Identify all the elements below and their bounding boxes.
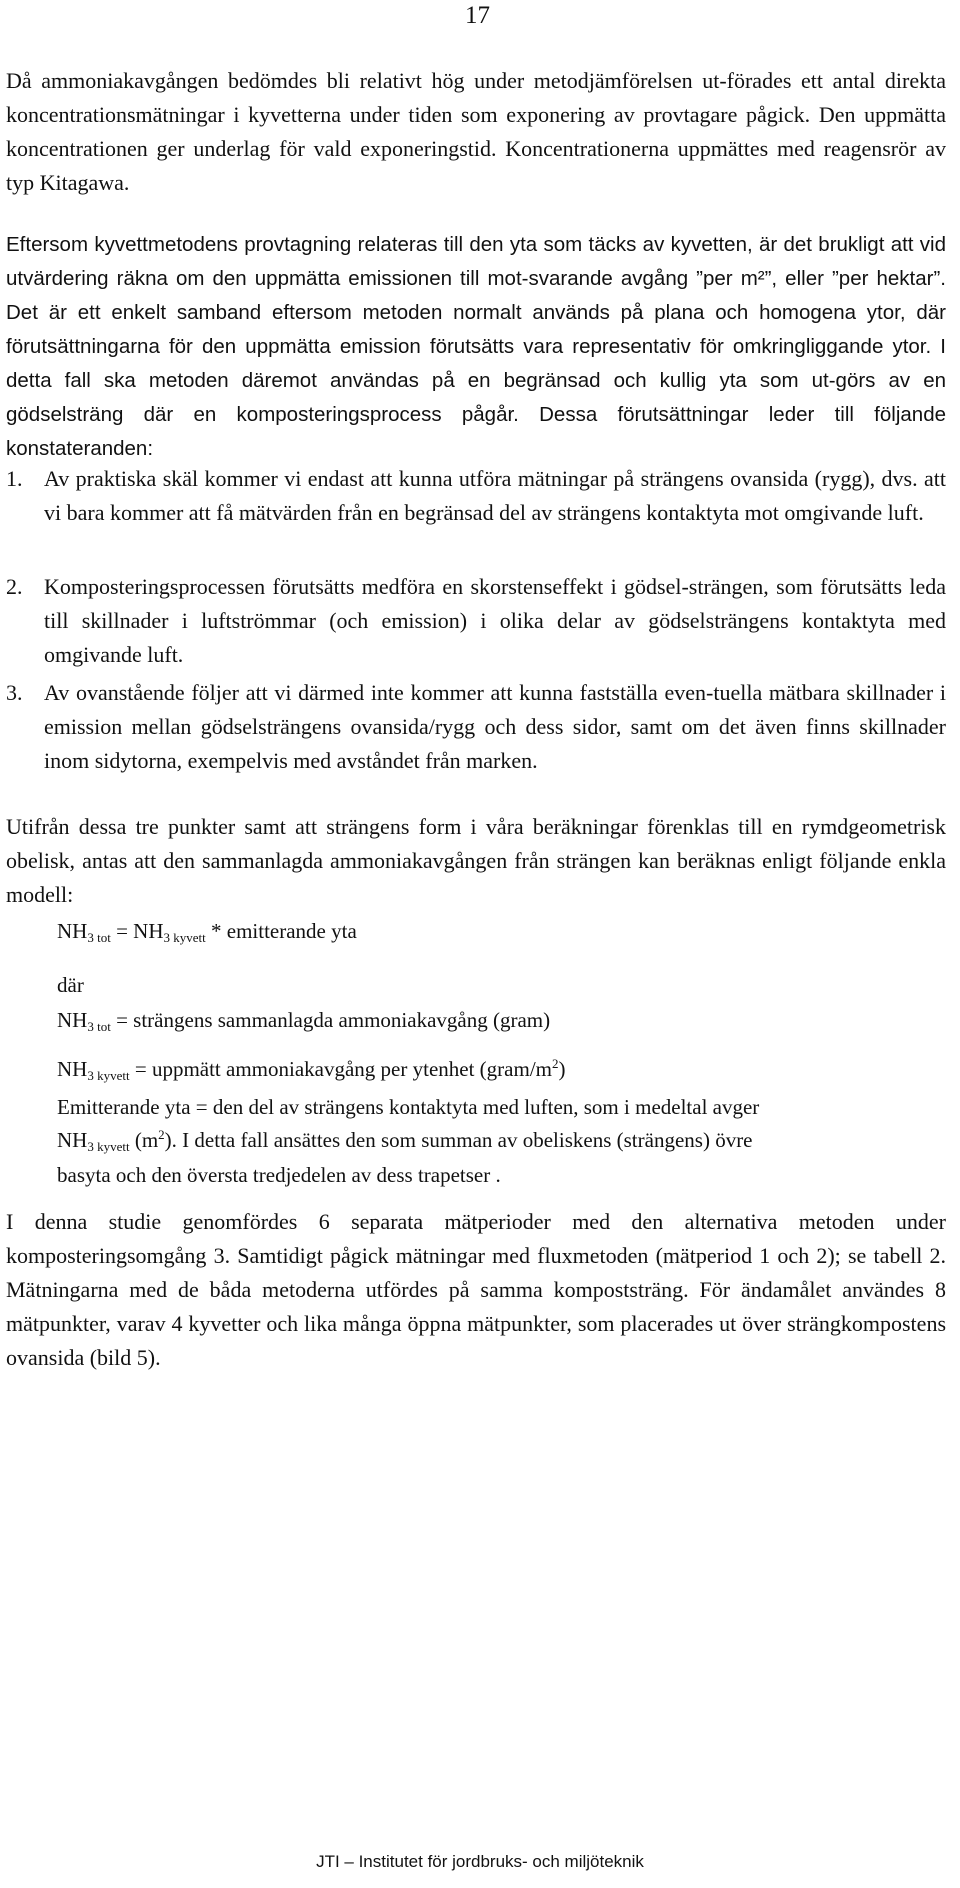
list-item-number: 2. [6,574,23,599]
formula-def-cuvette: $NH_{3 kyvett}$ = uppmätt ammoniakavgång per ytenhet $(gram/m^2)$ [57,1056,566,1083]
list-item-number: 1. [6,466,23,491]
paragraph-study-description: I denna studie genomfördes 6 separata mätperioder med den alternativa metoden under komposteringsomgång 3. Samtidigt pågick mätningar med fluxmetoden (mätperiod 1 och 2); se tabell 2. Mätningarna med de båda metoderna utfördes på samma kompoststräng. För ändamålet användes 8 mätpunkter, varav 4 kyvetter och lika många öppna mätpunkter, som placerades ut över strängkompostens ovansida (bild 5). [6,1209,946,1370]
paragraph-ammonia-measurement: Då ammoniakavgången bedömdes bli relativt hög under metodjämförelsen ut-förades ett antal direkta koncentrationsmätningar i kyvetterna under tiden som exponering av provtagare pågick. Den uppmätta koncentrationen ger underlag för vald exponeringstid. Koncentrationerna uppmättes med reagensrör av typ Kitagawa. [6,68,946,195]
list-item-1 [6,462,946,530]
formula-def-total: $NH_{3 tot}$ = strängens sammanlagda ammoniakavgång (gram) [57,1008,551,1034]
list-item-text: Av praktiska skäl kommer vi endast att kunna utföra mätningar på strängens ovansida (rygg), dvs. att vi bara kommer att få mätvärden från en begränsad del av strängens kontaktyta mot omgivande luft. [44,466,946,525]
paragraph-model-intro: Utifrån dessa tre punkter samt att strängens form i våra beräkningar förenklas till en rymdgeometrisk obelisk, antas att den sammanlagda ammoniakavgången från strängen kan beräknas enligt följande enkla modell: [6,814,946,907]
page-number: 17 [465,2,490,29]
paragraph-cuvette-method: Eftersom kyvettmetodens provtagning relateras till den yta som täcks av kyvetten, är det brukligt att vid utvärdering räkna om den uppmätta emissionen till mot-svarande avgång ”per m²”, eller ”per hektar”. Det är ett enkelt samband eftersom metoden normalt används på plana och homogena ytor, där förutsättningarna för den uppmätta emission förutsätts vara representativ för omkringliggande ytor. I detta fall ska metoden däremot användas på en begränsad och kullig yta som ut-görs av en gödselsträng där en komposteringsprocess pågår. Dessa förutsättningar leder till följande konstateranden: [6,233,946,460]
formula-def-area: Emitterande yta = den del av strängens kontaktyta med luften, som i medeltal avger $NH_{3 kyvett}$ $(m^2)$. I detta fall ansättes den som summan av obeliskens (strängens) övre basyta och den översta tredjedelen av dess trapetser . [57,1095,760,1187]
list-item-text: Av ovanstående följer att vi därmed inte kommer att kunna fastställa even-tuella mätbara skillnader i emission mellan gödselsträngens ovansida/rygg och dess sidor, samt om det även finns skillnader inom sidytorna, exempelvis med avståndet från marken. [44,680,946,773]
formula-where: där [57,973,84,997]
list-item-text: Komposteringsprocessen förutsätts medföra en skorstenseffekt i gödsel-strängen, som förutsätts leda till skillnader i luftströmmar (och emission) i olika delar av gödselsträngens kontaktyta med omgivande luft. [44,574,946,667]
list-item-3 [6,676,946,778]
page-footer: JTI – Institutet för jordbruks- och miljöteknik [316,1852,644,1871]
list-item-2 [6,570,946,672]
formula-main: $NH_{3 tot} = NH_{3 kyvett}$ * emitterande yta [57,919,357,945]
list-item-number: 3. [6,680,23,705]
